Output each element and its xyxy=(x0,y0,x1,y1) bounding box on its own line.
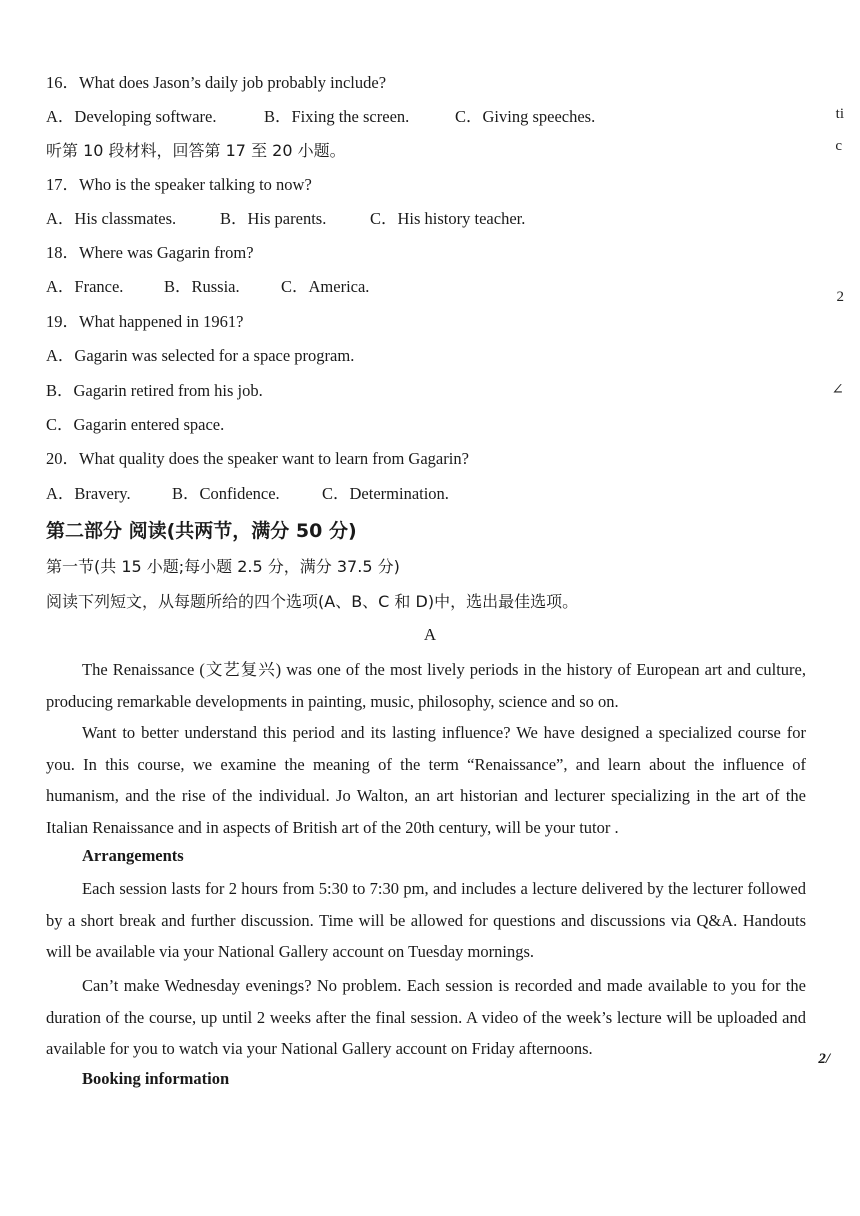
passage-paragraph-4: Can’t make Wednesday evenings? No problem. Each session is recorded and made available to you for the duration of the course, up until 2 weeks after the final session. A video of the week’s lecture will be uploaded and available for you to watch via your National Gallery account on Friday afternoons. xyxy=(46,976,806,1058)
edge-mark: 2 xyxy=(836,289,844,305)
option-a: A．His classmates. xyxy=(46,209,177,228)
part-two-heading: 第二部分 阅读(共两节，满分 50 分) xyxy=(46,520,357,542)
listening-section-instruction: 听第 10 段材料，回答第 17 至 20 小题。 xyxy=(46,141,346,160)
passage-paragraph-1: The Renaissance (文艺复兴) was one of the most lively periods in the history of European art and culture, producing remarkable developments in painting, music, philosophy, science and so on. xyxy=(46,660,806,711)
edge-mark: c xyxy=(835,138,842,154)
edge-mark: ∠ xyxy=(831,382,844,398)
passage-letter: A xyxy=(423,625,437,644)
question-16-options xyxy=(46,106,595,128)
question-16-stem: 16．What does Jason’s daily job probably include? xyxy=(46,73,387,92)
option-b: B．His parents. xyxy=(220,209,327,228)
page-number: 2/ xyxy=(818,1051,830,1067)
option-a: A．Developing software. xyxy=(46,107,217,126)
option-c: C．Giving speeches. xyxy=(455,107,596,126)
question-18-options xyxy=(46,276,369,298)
option-b: B．Fixing the screen. xyxy=(264,107,410,126)
question-17-stem: 17．Who is the speaker talking to now? xyxy=(46,175,312,194)
question-17-options xyxy=(46,208,525,230)
passage-paragraph-2: Want to better understand this period and its lasting influence? We have designed a specialized course for you. In this course, we examine the meaning of the term “Renaissance”, and learn about the influence of humanism, and the rise of the individual. Jo Walton, an art historian and lecturer specializing in the art of the Italian Renaissance and in aspects of British art of the 20th century, will be your tutor . xyxy=(46,723,806,837)
edge-mark: ti xyxy=(835,106,844,122)
section-one-title: 第一节(共 15 小题;每小题 2.5 分，满分 37.5 分) xyxy=(46,557,400,576)
arrangements-heading: Arrangements xyxy=(82,846,184,865)
option-c: C．America. xyxy=(281,277,370,296)
passage-paragraph-3: Each session lasts for 2 hours from 5:30 to 7:30 pm, and includes a lecture delivered by the lecturer followed by a short break and further discussion. Time will be allowed for questions and discussions via Q&A. Handouts will be available via your National Gallery account on Tuesday mornings. xyxy=(46,879,806,961)
question-18-stem: 18．Where was Gagarin from? xyxy=(46,243,254,262)
option-a: A．Bravery. xyxy=(46,484,131,503)
reading-instructions: 阅读下列短文，从每题所给的四个选项(A、B、C 和 D)中，选出最佳选项。 xyxy=(46,592,579,611)
option-b: B．Confidence. xyxy=(172,484,280,503)
question-20-options xyxy=(46,483,449,505)
question-19-stem: 19．What happened in 1961? xyxy=(46,312,244,331)
question-20-stem: 20．What quality does the speaker want to learn from Gagarin? xyxy=(46,449,469,468)
question-19-option-a: A．Gagarin was selected for a space program. xyxy=(46,346,355,365)
option-b: B．Russia. xyxy=(164,277,240,296)
booking-heading: Booking information xyxy=(82,1069,230,1088)
option-c: C．His history teacher. xyxy=(370,209,526,228)
option-c: C．Determination. xyxy=(322,484,449,503)
question-19-option-b: B．Gagarin retired from his job. xyxy=(46,381,263,400)
option-a: A．France. xyxy=(46,277,124,296)
question-19-option-c: C．Gagarin entered space. xyxy=(46,415,225,434)
